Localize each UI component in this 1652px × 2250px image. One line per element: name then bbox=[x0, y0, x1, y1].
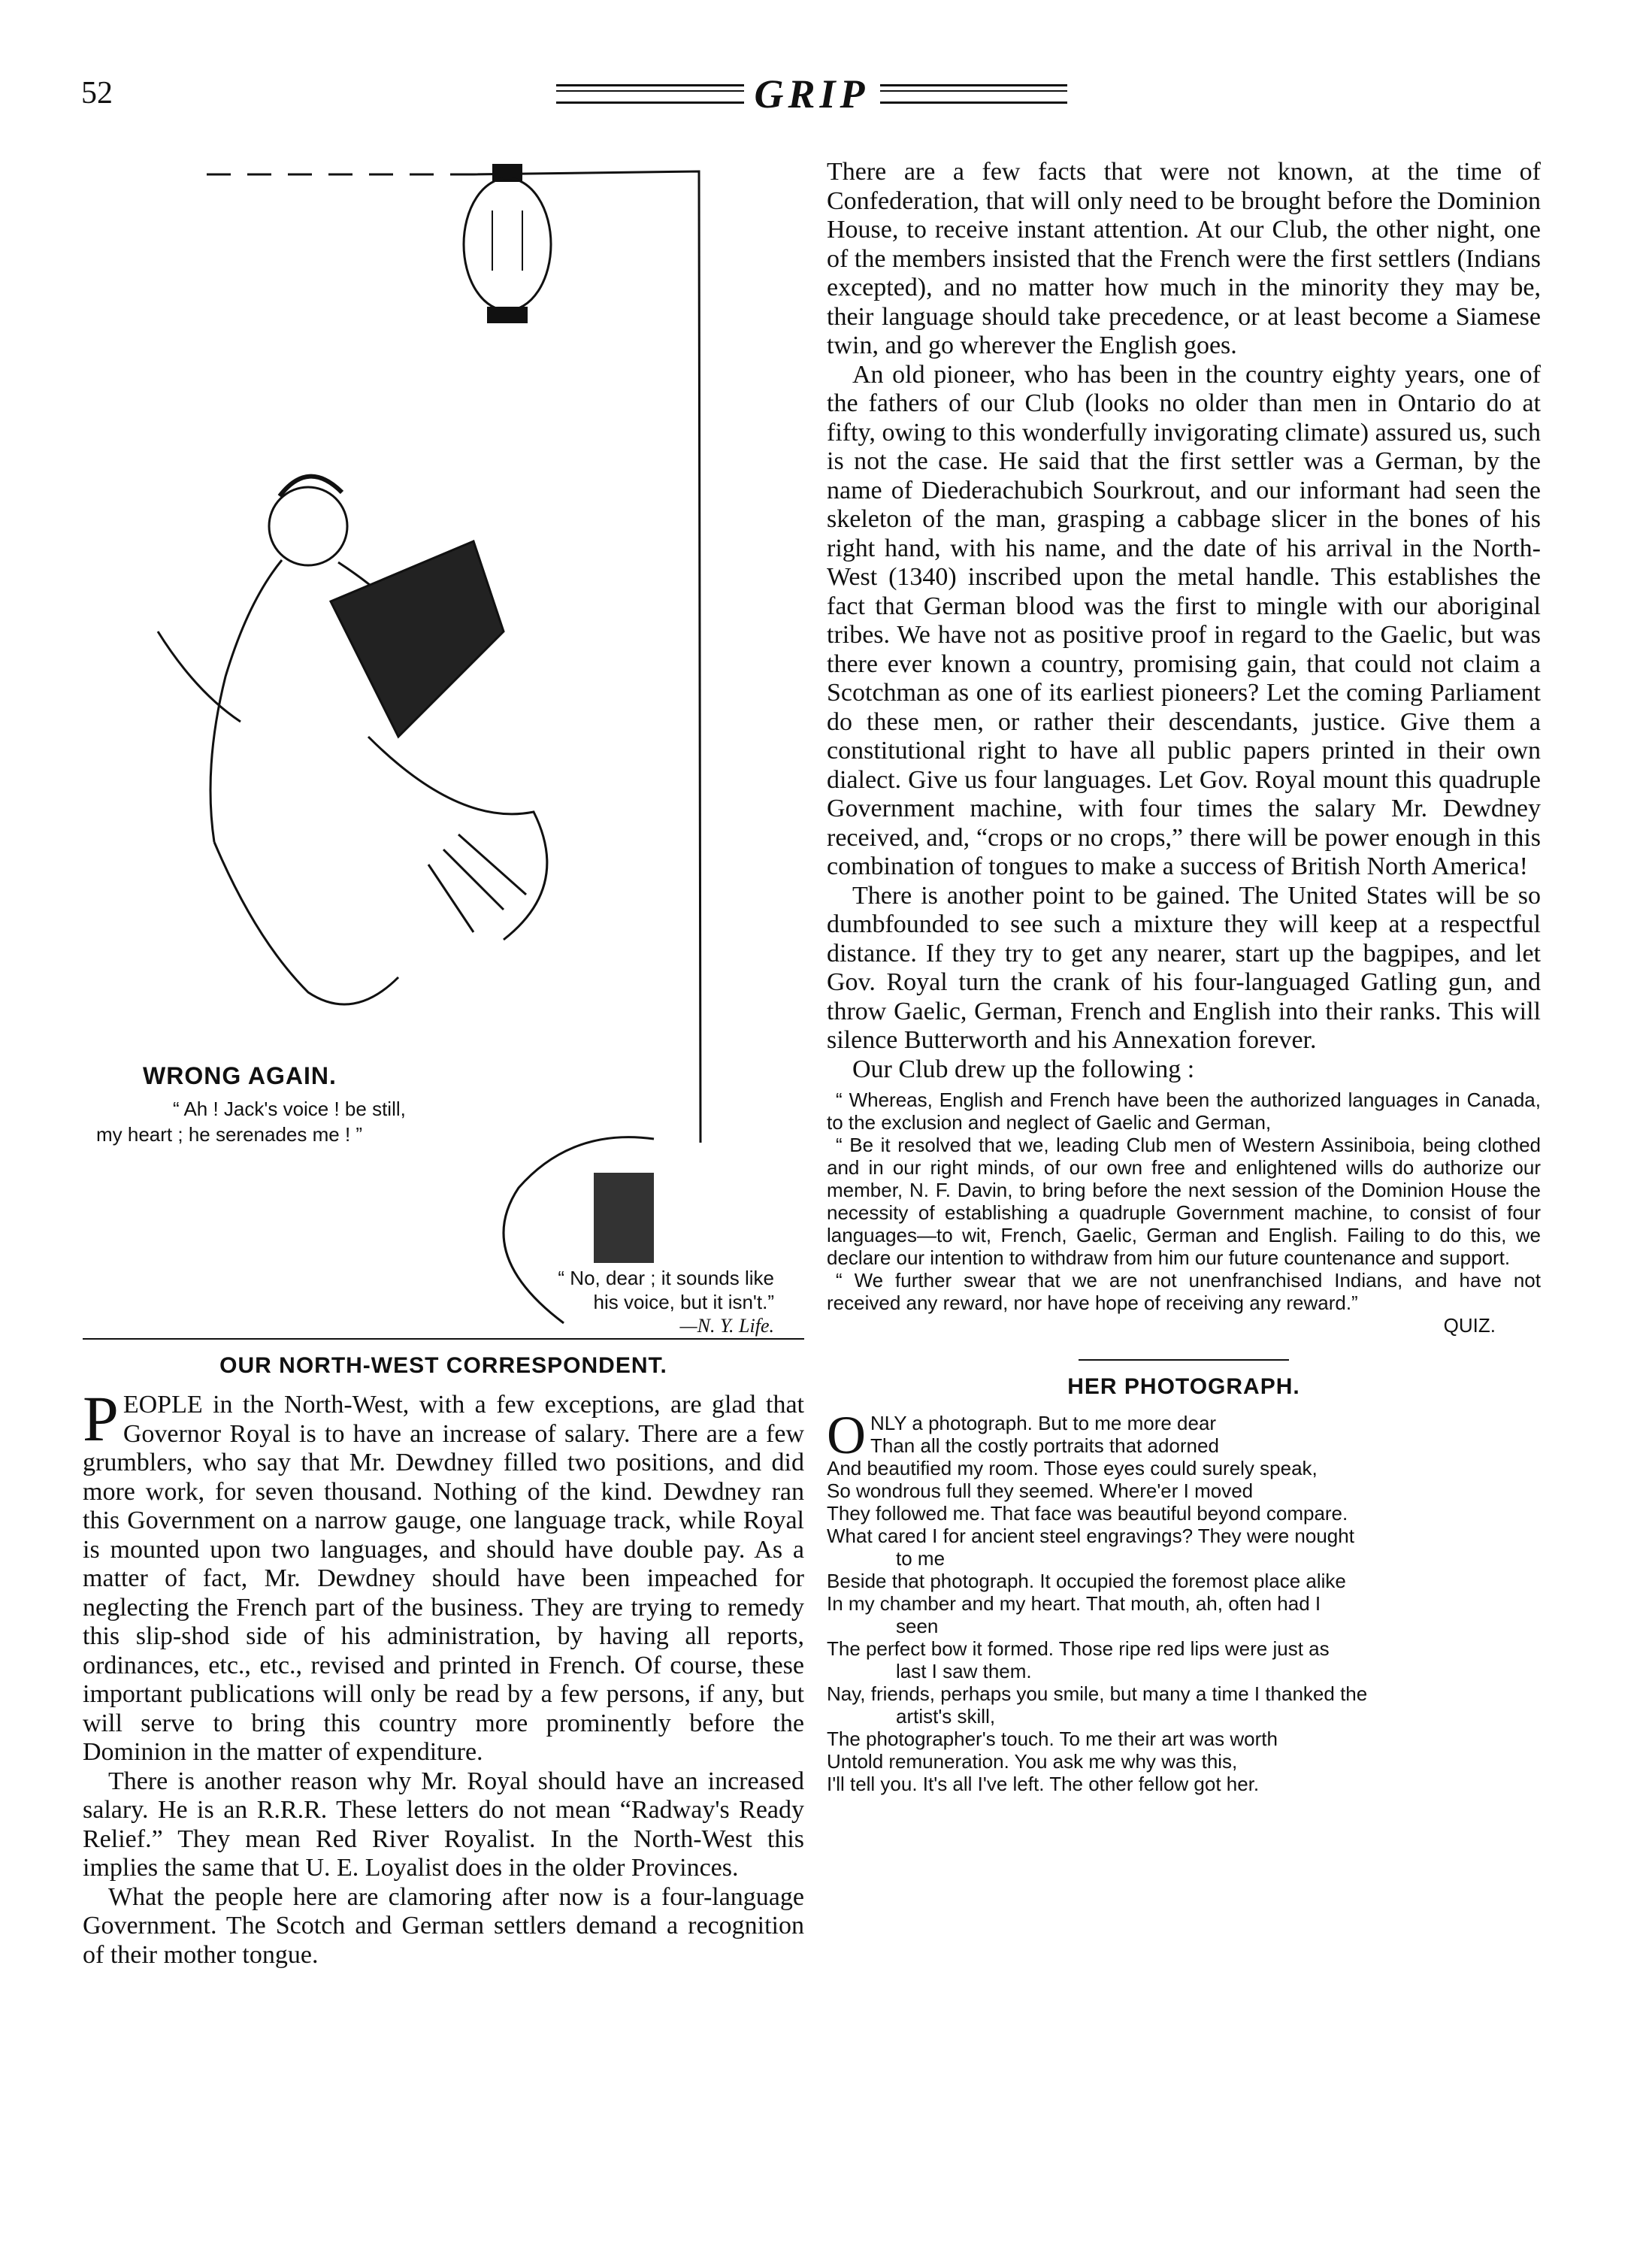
masthead-rule-left bbox=[556, 84, 744, 104]
poem-line: What cared I for ancient steel engravings? They were nought bbox=[827, 1525, 1354, 1547]
cartoon-illustration bbox=[83, 150, 804, 1338]
signature: QUIZ. bbox=[1443, 1314, 1496, 1337]
section-divider bbox=[83, 1338, 804, 1340]
poem-line: In my chamber and my heart. That mouth, ah, often had I bbox=[827, 1592, 1321, 1615]
poem-line: They followed me. That face was beautiful beyond compare. bbox=[827, 1502, 1348, 1525]
cartoon-caption-right-1: “ No, dear ; it sounds like bbox=[558, 1267, 774, 1289]
poem-line: to me bbox=[896, 1547, 946, 1570]
article-body bbox=[83, 1382, 804, 1970]
article-paragraph-text: EOPLE in the North-West, with a few exceptions, are glad that Governor Royal is to have an increase of salary. There are a few grumblers, who say that Mr. Dewdney filled two positions, and did more work, for seven thousand. Nothing of the kind. Dewdney ran this Government on a narrow gauge, one language track, while Royal is mounted upon two languages, and should have double pay. As a matter of fact, Mr. Dewdney should have been impeached for neglecting the French part of the business. They are trying to remedy this slip-shod side of his administration, by having all reports, ordinances, etc., etc., revised and printed in French. Of course, these important publications will only be read by a few persons, if any, but will serve to bring this country more prominently before the Dominion in the matter of expenditure. bbox=[83, 1391, 804, 1766]
article-paragraph: There is another reason why Mr. Royal should have an increased salary. He is an R.R.R. These letters do not mean “Radway's Ready Relief.” They mean Red River Royalist. In the North-West this implies the same that U. E. Loyalist does in the older Provinces. bbox=[83, 1767, 804, 1882]
article-paragraph: There is another point to be gained. The United States will be so dumbfounded to see such a mixture they will keep at a respectful distance. If they try to get any nearer, start up the bagpipes, and let Gov. Royal turn the crank of his four-languaged Gatling gun, and throw Gaelic, German, French and English into their ranks. This will silence Butterworth and his Annexation forever. bbox=[827, 881, 1541, 1054]
article-paragraph bbox=[83, 1382, 804, 1767]
cartoon-title: WRONG AGAIN. bbox=[143, 1062, 337, 1089]
poem-line: NLY a photograph. But to me more dear bbox=[870, 1412, 1217, 1434]
masthead-title: GRIP bbox=[754, 71, 870, 117]
resolution-paragraph: “ Be it resolved that we, leading Club men of Western Assiniboia, being clothed and in our right minds, of our own free and enlightened wills do authorize our member, N. F. Davin, to bring before the next session of the Dominion House the necessity of establishing a quadruple Government machine, to consist of four languages—to wit, French, Gaelic, German and English. Failing to do this, we declare our intention to withdraw from him our future countenance and support. bbox=[827, 1134, 1541, 1269]
masthead bbox=[556, 68, 1067, 120]
cartoon-caption-left-1: “ Ah ! Jack's voice ! be still, bbox=[173, 1098, 406, 1120]
cartoon-credit: —N. Y. Life. bbox=[679, 1315, 774, 1337]
poem-line: Beside that photograph. It occupied the foremost place alike bbox=[827, 1570, 1346, 1592]
section-divider-short bbox=[1079, 1359, 1289, 1361]
serenader-figure bbox=[594, 1173, 654, 1263]
poem-line: Than all the costly portraits that adorned bbox=[870, 1434, 1219, 1457]
poem-line: The photographer's touch. To me their art was worth bbox=[827, 1728, 1278, 1750]
cartoon bbox=[83, 150, 804, 1338]
article-paragraph: An old pioneer, who has been in the country eighty years, one of the fathers of our Club (looks no older than men in Ontario do at fifty, owing to this wonderfully invigorating climate) assured us, such is not the case. He said that the first settler was a German, by the name of Diederachubich Sourkrout, and our informant had seen the skeleton of the man, grasping a cabbage slicer in the bones of his right hand, with his name, and the date of his arrival in the North-West (1340) inscribed upon the metal handle. This establishes the fact that German blood was the first to mingle with our aboriginal tribes. We have not as positive proof in regard to the Gaelic, but was there ever known a country, promising gain, that could not claim a Scotchman as one of its earliest pioneers? Let the coming Parliament do these men, or rather their descendants, justice. Give them a constitutional right to have all public papers printed in their own dialect. Give us four languages. Let Gov. Royal mount this quadruple Government machine, with four times the salary Mr. Dewdney received, and, “crops or no crops,” there will be power enough in this combination of tongues to make a success of British North America! bbox=[827, 360, 1541, 880]
article-title: OUR NORTH-WEST CORRESPONDENT. bbox=[219, 1353, 667, 1378]
poem-line: So wondrous full they seemed. Where'er I moved bbox=[827, 1479, 1254, 1502]
resolution-signature-row bbox=[827, 1314, 1541, 1337]
lantern-icon bbox=[464, 164, 551, 323]
article-dropcap: P bbox=[83, 1382, 119, 1455]
page-number: 52 bbox=[81, 76, 113, 111]
poem-body bbox=[827, 1405, 1541, 1795]
right-column bbox=[827, 158, 1541, 1795]
cartoon-caption-right-2: his voice, but it isn't.” bbox=[593, 1291, 774, 1313]
poem-dropcap: O bbox=[827, 1405, 866, 1465]
resolution-paragraph: “ Whereas, English and French have been the authorized languages in Canada, to the exclusion and neglect of Gaelic and German, bbox=[827, 1089, 1541, 1134]
poem-line: Nay, friends, perhaps you smile, but many a time I thanked the bbox=[827, 1682, 1368, 1705]
poem-title: HER PHOTOGRAPH. bbox=[1067, 1374, 1300, 1399]
poem-line: I'll tell you. It's all I've left. The other fellow got her. bbox=[827, 1773, 1260, 1795]
article-paragraph: Our Club drew up the following : bbox=[852, 1055, 1195, 1083]
poem-line: last I saw them. bbox=[896, 1660, 1032, 1682]
article-paragraph: There are a few facts that were not known, at the time of Confederation, that will only need to be brought before the Dominion House, to receive instant attention. At our Club, the other night, one of the members insisted that the French were the first settlers (Indians excepted), and no matter how much in the minority they may be, their language should take precedence, or at least become a Siamese twin, and go wherever the English goes. bbox=[827, 158, 1541, 359]
cartoon-caption-left-2: my heart ; he serenades me ! ” bbox=[96, 1123, 363, 1146]
article-paragraph: What the people here are clamoring after now is a four-language Government. The Scotch and German settlers demand a recognition of their mother tongue. bbox=[83, 1882, 804, 1969]
club-resolution bbox=[827, 1089, 1541, 1337]
poem-line: seen bbox=[896, 1615, 939, 1637]
cartoon-caption-right bbox=[558, 1266, 774, 1338]
poem-line: Untold remuneration. You ask me why was this, bbox=[827, 1750, 1238, 1773]
left-column bbox=[83, 150, 804, 1970]
article-continued-body bbox=[827, 158, 1541, 1084]
poem-line: And beautified my room. Those eyes could surely speak, bbox=[827, 1457, 1318, 1479]
poem-line: The perfect bow it formed. Those ripe red lips were just as bbox=[827, 1637, 1330, 1660]
woman-figure bbox=[158, 477, 547, 1004]
masthead-rule-right bbox=[880, 84, 1068, 104]
resolution-paragraph: “ We further swear that we are not unenfranchised Indians, and have not received any reward, nor have hope of receiving any reward.” bbox=[827, 1269, 1541, 1314]
poem-line: artist's skill, bbox=[896, 1705, 996, 1728]
